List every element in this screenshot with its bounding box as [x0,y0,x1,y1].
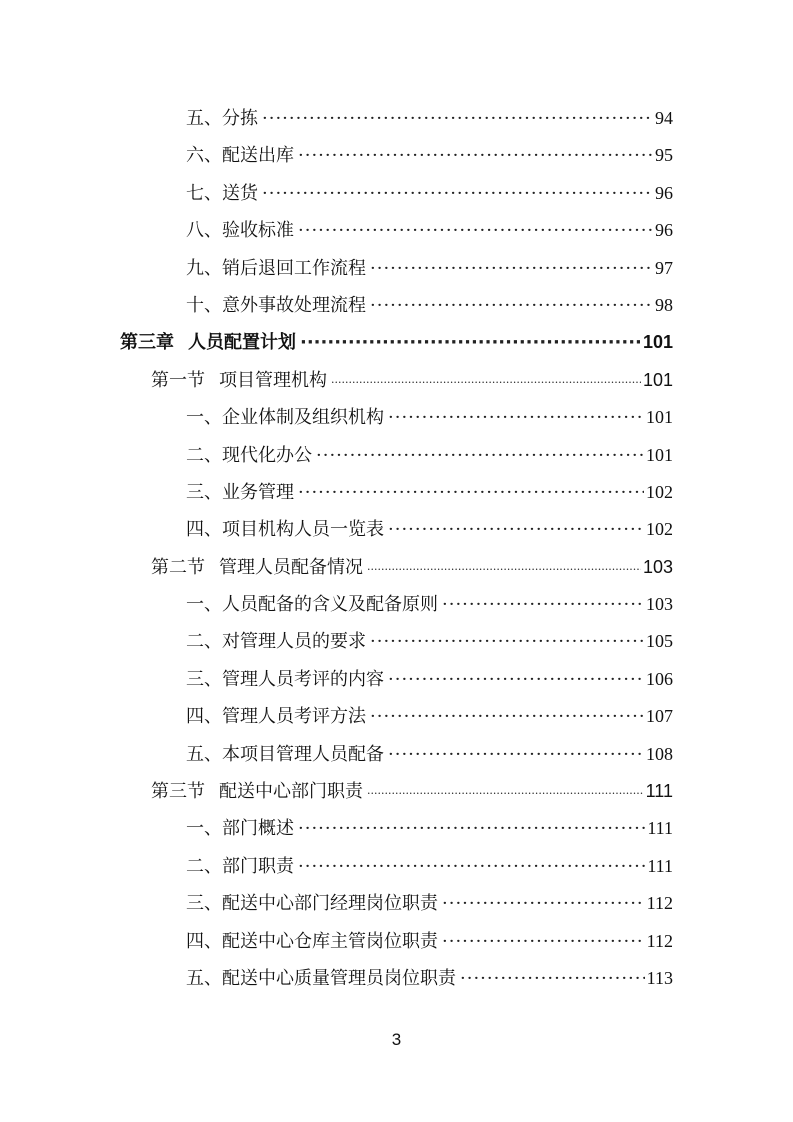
toc-entry-page: 101 [646,444,673,465]
toc-entry[interactable] [0,137,673,174]
table-of-contents [0,100,793,997]
dot-leader [298,810,645,847]
toc-entry-title: 二、对管理人员的要求 [186,631,366,653]
page-number: 3 [391,1030,402,1049]
dot-leader [367,775,644,812]
toc-entry-title: 二、现代化办公 [186,444,312,466]
toc-entry-title: 三、配送中心部门经理岗位职责 [186,893,438,915]
toc-entry-title: 三、管理人员考评的内容 [186,668,384,690]
toc-entry-page: 112 [646,930,673,951]
toc-entry-page: 96 [655,182,673,203]
dot-leader [442,885,645,922]
dot-leader [370,250,653,287]
dot-leader [298,137,653,174]
dot-leader [298,212,653,249]
toc-entry-page: 94 [655,108,673,128]
toc-section-title: 第一节 项目管理机构 [151,369,327,391]
dot-leader [331,364,641,401]
toc-entry-page: 101 [642,332,673,353]
toc-entry-page: 107 [646,706,673,727]
toc-entry-title: 一、部门概述 [186,818,294,840]
toc-entry-page: 105 [646,631,673,652]
dot-leader [316,437,644,474]
dot-leader [262,175,653,212]
toc-entry[interactable] [0,287,673,324]
dot-leader [370,287,653,324]
toc-chapter-title: 第三章 人员配置计划 [120,332,296,354]
toc-entry[interactable] [0,250,673,287]
toc-entry[interactable] [0,399,673,436]
toc-entry-title: 七、送货 [186,182,258,204]
toc-entry-page: 102 [646,481,673,502]
dot-leader [370,623,644,660]
toc-entry-title: 一、人员配备的含义及配备原则 [186,594,438,616]
toc-entry-title: 六、配送出库 [186,145,294,167]
toc-entry[interactable] [0,923,673,960]
toc-entry-page: 102 [646,519,673,540]
dot-leader [367,551,641,588]
toc-entry-page: 95 [655,145,673,166]
toc-entry-title: 四、项目机构人员一览表 [186,519,384,541]
toc-entry-page: 111 [647,855,673,876]
toc-entry-page: 101 [646,407,673,428]
toc-entry[interactable] [0,698,673,735]
toc-entry[interactable] [0,848,673,885]
toc-entry[interactable] [0,175,673,212]
dot-leader [262,100,653,137]
dot-leader [442,586,644,623]
toc-entry-page: 113 [646,967,673,988]
toc-section-entry[interactable] [0,773,673,810]
toc-entry[interactable] [0,736,673,773]
toc-entry-page: 108 [646,743,673,764]
toc-entry[interactable] [0,212,673,249]
toc-chapter-entry[interactable] [0,324,673,361]
dot-leader [388,661,644,698]
dot-leader [298,474,644,511]
toc-entry-page: 111 [645,781,673,802]
toc-section-title: 第三节 配送中心部门职责 [151,781,363,803]
dot-leader [300,324,641,361]
toc-entry-title: 四、配送中心仓库主管岗位职责 [186,930,438,952]
toc-section-entry[interactable] [0,362,673,399]
toc-entry[interactable] [0,960,673,997]
toc-entry-title: 八、验收标准 [186,220,294,242]
dot-leader [460,960,645,997]
toc-entry[interactable] [0,586,673,623]
toc-entry-title: 五、配送中心质量管理员岗位职责 [186,967,456,989]
dot-leader [388,511,644,548]
toc-entry-page: 103 [642,556,673,577]
toc-entry-title: 一、企业体制及组织机构 [186,407,384,429]
toc-entry-title: 十、意外事故处理流程 [186,294,366,316]
toc-entry-page: 97 [655,257,673,278]
toc-entry[interactable] [0,623,673,660]
toc-entry-page: 103 [646,594,673,615]
dot-leader [388,399,644,436]
dot-leader [442,923,645,960]
toc-entry[interactable] [0,511,673,548]
dot-leader [388,736,644,773]
toc-entry[interactable] [0,810,673,847]
toc-entry-page: 106 [646,668,673,689]
toc-entry-page: 112 [646,893,673,914]
dot-leader [298,848,645,885]
toc-section-entry[interactable] [0,549,673,586]
toc-entry-title: 五、分拣 [186,108,258,129]
toc-entry-title: 五、本项目管理人员配备 [186,743,384,765]
toc-entry-title: 三、业务管理 [186,481,294,503]
toc-entry-page: 111 [647,818,673,839]
toc-entry-title: 二、部门职责 [186,855,294,877]
toc-entry[interactable] [0,474,673,511]
toc-entry[interactable] [0,885,673,922]
dot-leader [370,698,644,735]
toc-entry-page: 98 [655,294,673,315]
toc-entry-page: 101 [642,369,673,390]
toc-entry[interactable] [0,100,673,137]
toc-entry[interactable] [0,437,673,474]
toc-entry-title: 四、管理人员考评方法 [186,706,366,728]
toc-entry-page: 96 [655,220,673,241]
toc-section-title: 第二节 管理人员配备情况 [151,556,363,578]
toc-entry-title: 九、销后退回工作流程 [186,257,366,279]
toc-entry[interactable] [0,661,673,698]
